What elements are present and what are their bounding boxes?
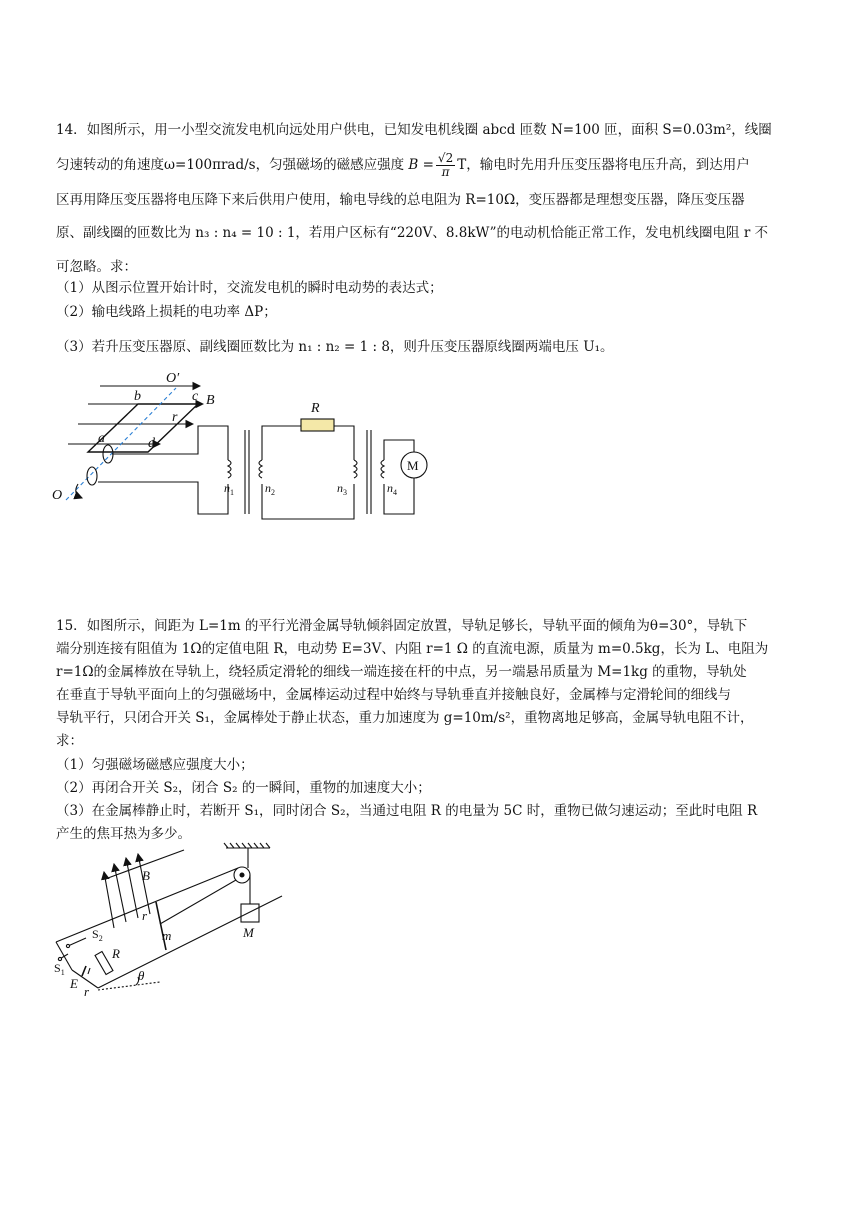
- field-arrow: [114, 864, 126, 922]
- q15-number: 15．: [56, 618, 87, 634]
- label-o: O: [52, 488, 63, 503]
- label-s1: $S_1$: [54, 961, 65, 977]
- label-theta: θ: [138, 968, 145, 983]
- q14-line-2: 匀速转动的角速度ω=100πrad/s，匀强磁场的磁感应强度 B = $\frac{√2}{\pi}$ T，输电时先用升压变压器将电压升高，到达用户: [56, 151, 750, 179]
- rod-string: [160, 880, 236, 924]
- label-internal-r: r: [84, 984, 90, 999]
- q14-subq-1: （1）从图示位置开始计时，交流发电机的瞬时电动势的表达式；: [56, 280, 443, 296]
- label-coil-a: a: [98, 431, 105, 446]
- wire: [98, 482, 228, 514]
- q15-subq-1: （1）匀强磁场磁感应强度大小；: [56, 757, 254, 773]
- q15-line-4: 在垂直于导轨平面向上的匀强磁场中，金属棒运动过程中始终与导轨垂直并接触良好，金属棒与定滑轮间的细线与: [56, 687, 731, 703]
- coil-n2: [259, 460, 262, 478]
- ceiling-hatch: [224, 843, 270, 848]
- q14-subq-2: （2）输电线路上损耗的电功率 ΔP；: [56, 304, 277, 320]
- label-b: B: [206, 393, 215, 408]
- label-n4: $n_4$: [387, 481, 397, 497]
- switch-s2: [68, 938, 86, 946]
- q15-subq-2: （2）再闭合开关 S₂，闭合 S₂ 的一瞬间，重物的加速度大小；: [56, 780, 431, 796]
- resistor-r2: [95, 951, 113, 974]
- label-emf: E: [70, 976, 78, 991]
- label-coil-r: r: [172, 410, 178, 425]
- field-arrow: [104, 872, 114, 928]
- q14-line-3: 区再用降压变压器将电压降下来后供用户使用，输电导线的总电阻为 R=10Ω，变压器都是理想变压器，降压变压器: [56, 192, 745, 208]
- coil-n4: [381, 460, 384, 478]
- rotation-arrow: [76, 484, 82, 498]
- coil-n3: [354, 460, 357, 478]
- q15-line-5: 导轨平行，只闭合开关 S₁，金属棒处于静止状态，重力加速度为 g=10m/s²，重物离地足够高，金属导轨电阻不计，: [56, 710, 754, 726]
- q15-line-3: r=1Ω的金属棒放在导轨上，绕轻质定滑轮的细线一端连接在杆的中点，另一端悬吊质量为 M=1kg 的重物，导轨处: [56, 664, 747, 680]
- resistor-r: [301, 419, 334, 431]
- mass-m-block: [241, 904, 259, 922]
- q14-line-1: 14．如图所示，用一小型交流发电机向远处用户供电，已知发电机线圈 abcd 匝数 N=100 匝，面积 S=0.03m²，线圈: [56, 122, 772, 138]
- formula-b-lhs: B =: [408, 157, 434, 173]
- q14-figure: [48, 364, 440, 524]
- label-n2: $n_2$: [265, 481, 275, 497]
- q15-line-1: 15．如图所示，间距为 L=1m 的平行光滑金属导轨倾斜固定放置，导轨足够长，导轨平面的倾角为θ=30°，导轨下: [56, 618, 748, 634]
- label-s2: $S_2$: [92, 927, 103, 943]
- q14-line-4: 原、副线圈的匝数比为 n₃ : n₄ = 10 : 1，若用户区标有“220V、8.8kW”的电动机恰能正常工作，发电机线圈电阻 r 不: [56, 225, 769, 241]
- q15-subq-3b: 产生的焦耳热为多少。: [56, 826, 191, 842]
- formula-b-fraction: $\frac{√2}{\pi}$: [437, 151, 454, 179]
- label-resistor-r: R: [112, 946, 120, 961]
- label-mass: M: [243, 925, 254, 940]
- label-coil-c: c: [192, 389, 199, 404]
- label-motor: M: [407, 458, 419, 473]
- q15-line-2: 端分别连接有阻值为 1Ω的定值电阻 R，电动势 E=3V、内阻 r=1 Ω 的直流电源，质量为 m=0.5kg，长为 L、电阻为: [56, 641, 769, 657]
- battery: [82, 966, 86, 976]
- coil-n1: [228, 460, 231, 478]
- wire: [334, 426, 354, 460]
- q14-subq-3: （3）若升压变压器原、副线圈匝数比为 n₁ : n₂ = 1 : 8，则升压变压器原线圈两端电压 U₁。: [56, 339, 614, 355]
- label-coil-b: b: [134, 389, 141, 404]
- label-n3: $n_3$: [337, 481, 347, 497]
- label-coil-d: d: [148, 436, 155, 451]
- label-field-b: B: [142, 868, 150, 883]
- q14-number: 14．: [56, 122, 87, 138]
- q14-line-5: 可忽略。求：: [56, 259, 137, 275]
- q15-line-6: 求：: [56, 733, 83, 749]
- wire: [262, 426, 301, 460]
- field-arrow: [126, 858, 138, 918]
- q15-subq-3: （3）在金属棒静止时，若断开 S₁，同时闭合 S₂，当通过电阻 R 的电量为 5C 时，重物已做匀速运动；至此时电阻 R: [56, 803, 758, 819]
- wire: [384, 440, 414, 460]
- label-rod-m: m: [162, 928, 172, 943]
- q15-figure: [48, 842, 288, 1002]
- label-o-prime: O′: [166, 371, 180, 386]
- rail-lower: [98, 896, 282, 988]
- rail-lower: [98, 924, 258, 990]
- label-n1: $n_1$: [224, 481, 234, 497]
- label-rod-r: r: [142, 908, 148, 923]
- slip-ring-2: [87, 467, 97, 485]
- label-resistor: R: [311, 401, 320, 416]
